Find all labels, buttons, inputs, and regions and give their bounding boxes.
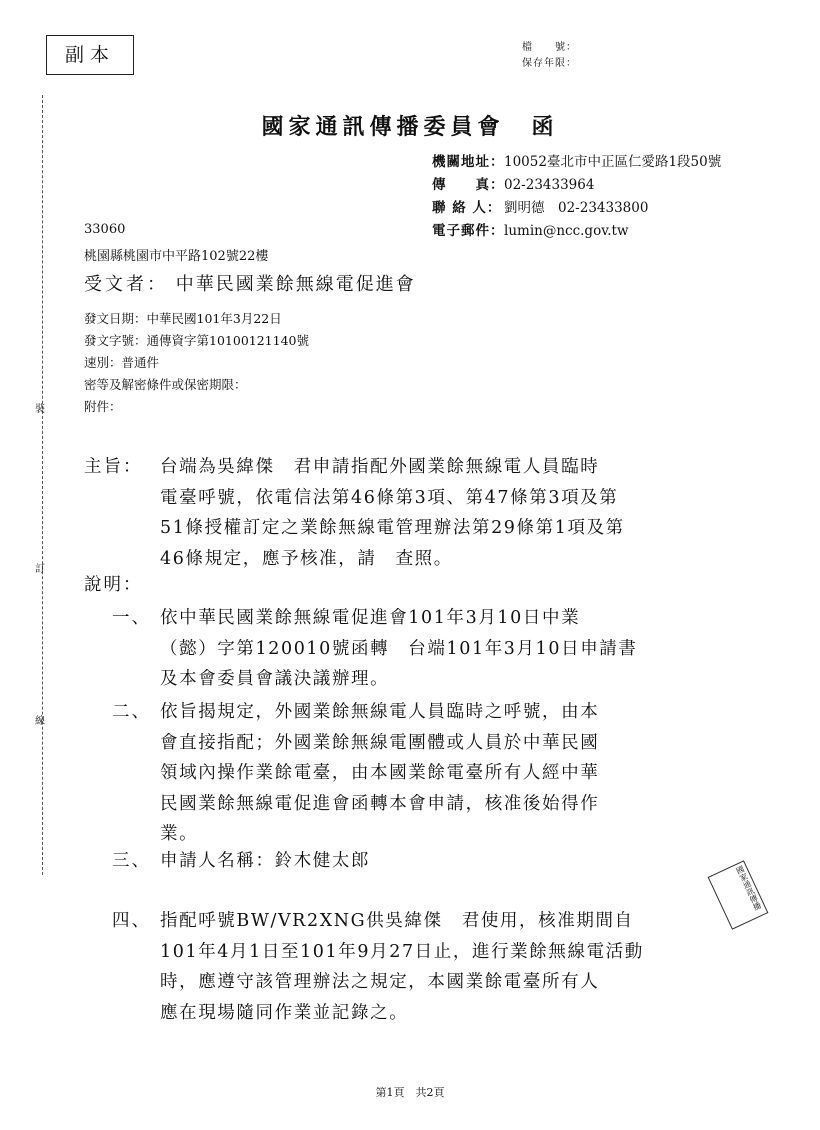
official-seal: 國家通訊傳播 [708,860,769,929]
issue-date-label: 發文日期： [84,311,147,326]
issue-number: 通傳資字第10100121140號 [146,333,309,348]
page-number: 第1頁 共2頁 [375,1086,445,1099]
binding-mark-line: 線 [35,716,45,727]
speed-label: 速別： [84,355,122,370]
item-number: 四、 [112,911,151,931]
explanation-item-1 [160,603,720,695]
item-line: 依中華民國業餘無線電促進會101年3月10日中業 [160,608,581,628]
speed-row [84,352,309,374]
sender-fax: 02-23433964 [504,177,595,193]
subject-label: 主旨： [84,457,143,477]
explanation-item-2 [160,697,720,850]
subject-line: 51條授權訂定之業餘無線電管理辦法第29條第1項及第 [160,518,625,538]
item-line: 101年4月1日至101年9月27日止，進行業餘無線電活動 [160,941,644,962]
sender-email: lumin@ncc.gov.tw [504,223,629,239]
item-number: 三、 [112,851,151,871]
sender-email-row [432,220,721,243]
sender-address: 10052臺北市中正區仁愛路1段50號 [504,154,722,170]
item-line: 指配呼號BW/VR2XNG供吳緯傑 君使用，核准期間自 [160,911,634,931]
sender-contact-block [432,151,721,243]
contact-label: 聯 絡 人： [432,200,502,216]
binding-mark-bind: 裝 [35,404,45,415]
speed-value: 普通件 [121,355,160,370]
explanation-item-3 [160,846,720,877]
item-line: 時，應遵守該管理辦法之規定，本國業餘電臺所有人 [160,972,600,992]
sender-contact-row [432,197,721,220]
address-label: 機關地址： [432,154,505,170]
secrecy-label: 密等及解密條件或保密期限： [84,377,247,392]
sender-fax-row [432,174,721,197]
fax-label: 傳 真： [432,177,505,193]
binding-mark-staple: 訂 [35,564,45,575]
recipient-name: 中華民國業餘無線電促進會 [175,274,416,295]
document-title: 國家通訊傳播委員會 函 [261,114,559,140]
attachment-row [84,396,309,418]
item-line: 業。 [160,824,199,844]
subject-line: 電臺呼號，依電信法第46條第3項、第47條第3項及第 [160,487,619,508]
item-line: 領域內操作業餘電臺，由本國業餘電臺所有人經中華 [160,763,600,783]
document-meta [84,308,309,418]
retention-period-label: 保存年限： [522,58,577,69]
email-label: 電子郵件： [432,223,505,239]
item-number: 一、 [112,608,151,628]
copy-stamp: 副本 [46,35,134,75]
item-line: 依旨揭規定，外國業餘無線電人員臨時之呼號，由本 [160,702,600,722]
item-line: 應在現場隨同作業並記錄之。 [160,1002,409,1023]
file-number-label: 檔 號： [522,42,577,53]
subject-line: 台端為吳緯傑 君申請指配外國業餘無線電人員臨時 [160,457,600,477]
issue-number-row [84,330,309,352]
item-line: 民國業餘無線電促進會函轉本會申請，核准後始得作 [160,793,600,814]
item-line: 會直接指配；外國業餘無線電團體或人員於中華民國 [160,732,600,753]
subject-line: 46條規定，應予核准，請 查照。 [160,548,453,569]
sender-contact: 劉明德 02-23433800 [504,200,649,216]
recipient-street: 桃園縣桃園市中平路102號22樓 [84,249,269,264]
issue-date-row [84,308,309,330]
recipient-row [84,270,416,296]
recipient-zip: 33060 [84,222,126,237]
attachment-label: 附件： [84,399,122,414]
issue-date: 中華民國101年3月22日 [146,311,282,326]
item-line: 申請人名稱：鈴木健太郎 [160,851,371,871]
sender-address-row [432,151,721,174]
explanation-label: 說明： [84,575,143,595]
secrecy-row [84,374,309,396]
explanation-item-4 [160,906,720,1028]
issue-number-label: 發文字號： [84,333,147,348]
subject-text [160,452,720,574]
recipient-label: 受文者： [84,274,168,295]
item-number: 二、 [112,702,151,722]
item-line: （懿）字第120010號函轉 台端101年3月10日申請書 [160,638,638,659]
binding-line [42,95,43,875]
item-line: 及本會委員會議決議辦理。 [160,669,390,689]
